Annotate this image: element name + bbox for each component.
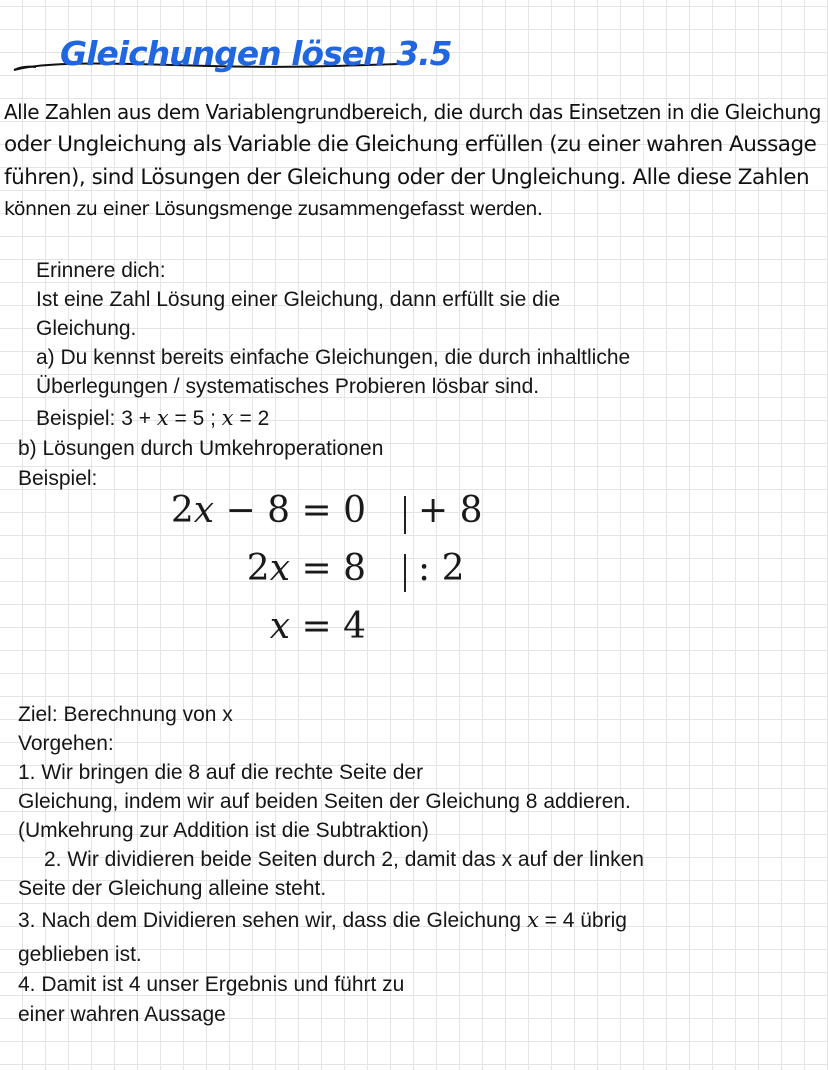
goal-line: Ziel: Berechnung von x (18, 703, 233, 726)
reminder-a-line-2: Überlegungen / systematisches Probieren lösbar sind. (36, 375, 540, 398)
reminder-example (36, 404, 269, 433)
definition-line-1: Alle Zahlen aus dem Variablengrundbereich, die durch das Einsetzen in die Gleichung (4, 100, 821, 124)
step-4-line-2: einer wahren Aussage (18, 1003, 226, 1026)
definition-line-3: führen), sind Lösungen der Gleichung oder der Ungleichung. Alle diese Zahlen (4, 165, 810, 190)
example-var-2: x (221, 406, 234, 430)
equation-1-operation: + 8 (418, 490, 483, 531)
reminder-b-heading: b) Lösungen durch Umkehroperationen (18, 437, 384, 460)
example-suffix: = 2 (233, 407, 270, 430)
reminder-heading: Erinnere dich: (36, 259, 166, 282)
equation-3: x = 4 (269, 606, 366, 647)
step-1-line-3: (Umkehrung zur Addition ist die Subtraktion) (18, 819, 429, 842)
example-var-1: x (156, 406, 169, 430)
step-3-line-1 (18, 906, 627, 935)
equation-1-divider (404, 496, 406, 534)
reminder-a-line-1: a) Du kennst bereits einfache Gleichungen, die durch inhaltliche (36, 346, 631, 369)
step-4-line-1: 4. Damit ist 4 unser Ergebnis und führt zu (18, 973, 405, 996)
reminder-line-1: Ist eine Zahl Lösung einer Gleichung, dann erfüllt sie die (36, 288, 561, 311)
page-title: Gleichungen lösen 3.5 (60, 34, 452, 73)
equation-2: 2x = 8 (246, 548, 366, 589)
definition-line-2: oder Ungleichung als Variable die Gleichung erfüllen (zu einer wahren Aussage (4, 132, 817, 157)
example-prefix: Beispiel: 3 + (36, 407, 157, 430)
step-1-line-2: Gleichung, indem wir auf beiden Seiten der Gleichung 8 addieren. (18, 790, 631, 813)
step-2-line-2: Seite der Gleichung alleine steht. (18, 877, 327, 900)
equation-2-operation: : 2 (418, 548, 465, 589)
equation-2-divider (404, 554, 406, 592)
step-2-line-1: 2. Wir dividieren beide Seiten durch 2, damit das x auf der linken (44, 848, 644, 871)
example-mid: = 5 ; (168, 407, 222, 430)
equation-1: 2x − 8 = 0 (170, 490, 366, 531)
step-3-suffix: = 4 übrig (538, 909, 627, 932)
reminder-line-2: Gleichung. (36, 317, 137, 340)
step-3-line-2: geblieben ist. (18, 943, 142, 966)
method-heading: Vorgehen: (18, 732, 114, 755)
definition-line-4: können zu einer Lösungsmenge zusammengefasst werden. (4, 198, 543, 220)
title-block (10, 22, 452, 92)
step-3-prefix: 3. Nach dem Dividieren sehen wir, dass die Gleichung (18, 909, 527, 932)
step-1-line-1: 1. Wir bringen die 8 auf die rechte Seite der (18, 761, 424, 784)
step-3-var: x (526, 908, 539, 932)
reminder-b-example-label: Beispiel: (18, 467, 98, 490)
